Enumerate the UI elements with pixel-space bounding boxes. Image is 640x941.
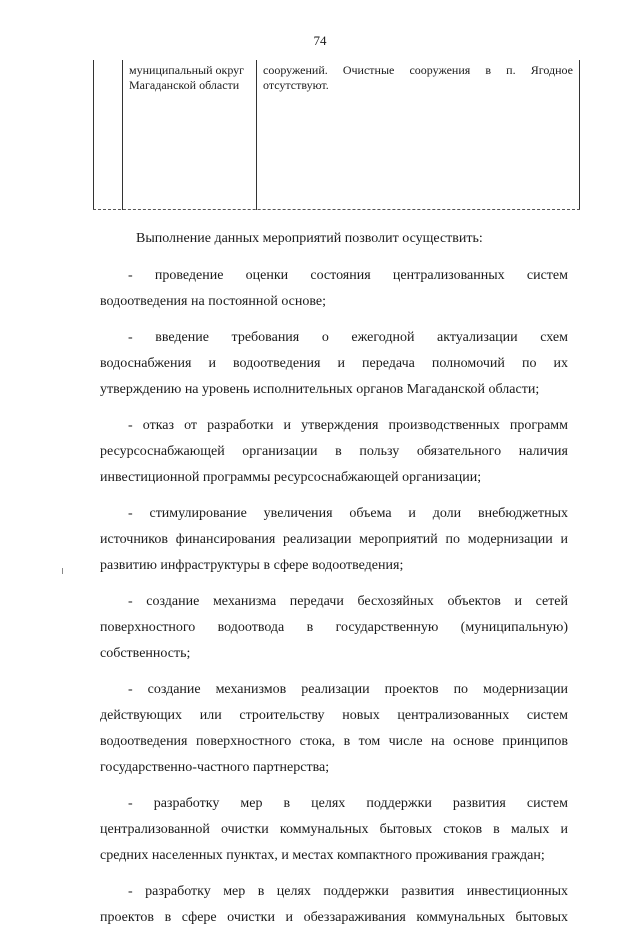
table-cell-line: Магаданской области: [129, 78, 240, 92]
list-item-line: - отказ от разработки и утверждения производственных программ: [128, 418, 568, 433]
list-item-line: - разработку мер в целях поддержки развития систем: [128, 796, 568, 811]
list-item: [100, 263, 568, 315]
list-item: [100, 791, 568, 869]
table-cell-description: [263, 63, 573, 93]
list-item-line: - разработку мер в целях поддержки развития инвестиционных: [128, 884, 568, 899]
list-item-line: ресурсоснабжающей организации в пользу обязательного наличия: [100, 444, 568, 459]
list-item-line: источников финансирования реализации мероприятий по модернизации и: [100, 532, 568, 547]
list-item: [100, 413, 568, 491]
table-cell-line: отсутствуют.: [263, 78, 329, 92]
list-item-line: - стимулирование увеличения объема и доли внебюджетных: [128, 506, 568, 521]
list-item-line: водоотведения поверхностного стока, в том числе на основе принципов: [100, 734, 568, 749]
list-item: [100, 879, 568, 931]
document-body: [100, 229, 568, 941]
list-item-line: - введение требования о ежегодной актуализации схем: [128, 330, 568, 345]
list-item-line: средних населенных пунктах, и местах компактного проживания граждан;: [100, 848, 545, 863]
table-cell-line: сооружений. Очистные сооружения в п. Ягодное: [263, 63, 573, 77]
list-item-line: развитию инфраструктуры в сфере водоотведения;: [100, 558, 404, 573]
list-item-line: - создание механизмов реализации проектов по модернизации: [128, 682, 568, 697]
table-column-divider: [256, 60, 257, 210]
table-border-left: [93, 60, 94, 210]
list-item-line: централизованной очистки коммунальных бытовых стоков в малых и: [100, 822, 568, 837]
list-item-line: проектов в сфере очистки и обеззараживания коммунальных бытовых: [100, 910, 568, 925]
list-item-line: водоснабжения и водоотведения и передача полномочий по их: [100, 356, 568, 371]
table-fragment: [93, 60, 580, 210]
table-cell-municipality: [129, 63, 253, 93]
table-border-right: [579, 60, 580, 210]
table-bottom-border: [93, 209, 580, 210]
list-item-line: действующих или строительству новых централизованных систем: [100, 708, 568, 723]
list-item: [100, 501, 568, 579]
list-item-line: инвестиционной программы ресурсоснабжающей организации;: [100, 470, 482, 485]
table-column-divider: [122, 60, 123, 210]
measures-list: [100, 263, 568, 931]
intro-paragraph: Выполнение данных мероприятий позволит осуществить:: [136, 231, 483, 246]
page-number: 74: [313, 33, 327, 48]
list-item-line: государственно-частного партнерства;: [100, 760, 330, 775]
list-item: [100, 325, 568, 403]
list-item: [100, 677, 568, 781]
list-item: [100, 589, 568, 667]
list-item-line: - создание механизма передачи бесхозяйных объектов и сетей: [128, 594, 568, 609]
margin-mark: [62, 568, 63, 574]
list-item-line: утверждению на уровень исполнительных органов Магаданской области;: [100, 382, 540, 397]
list-item-line: - проведение оценки состояния централизованных систем: [128, 268, 568, 283]
list-item-line: собственность;: [100, 646, 191, 661]
list-item-line: поверхностного водоотвода в государственную (муниципальную): [100, 620, 568, 635]
list-item-line: водоотведения на постоянной основе;: [100, 294, 327, 309]
table-cell-line: муниципальный округ: [129, 63, 245, 77]
